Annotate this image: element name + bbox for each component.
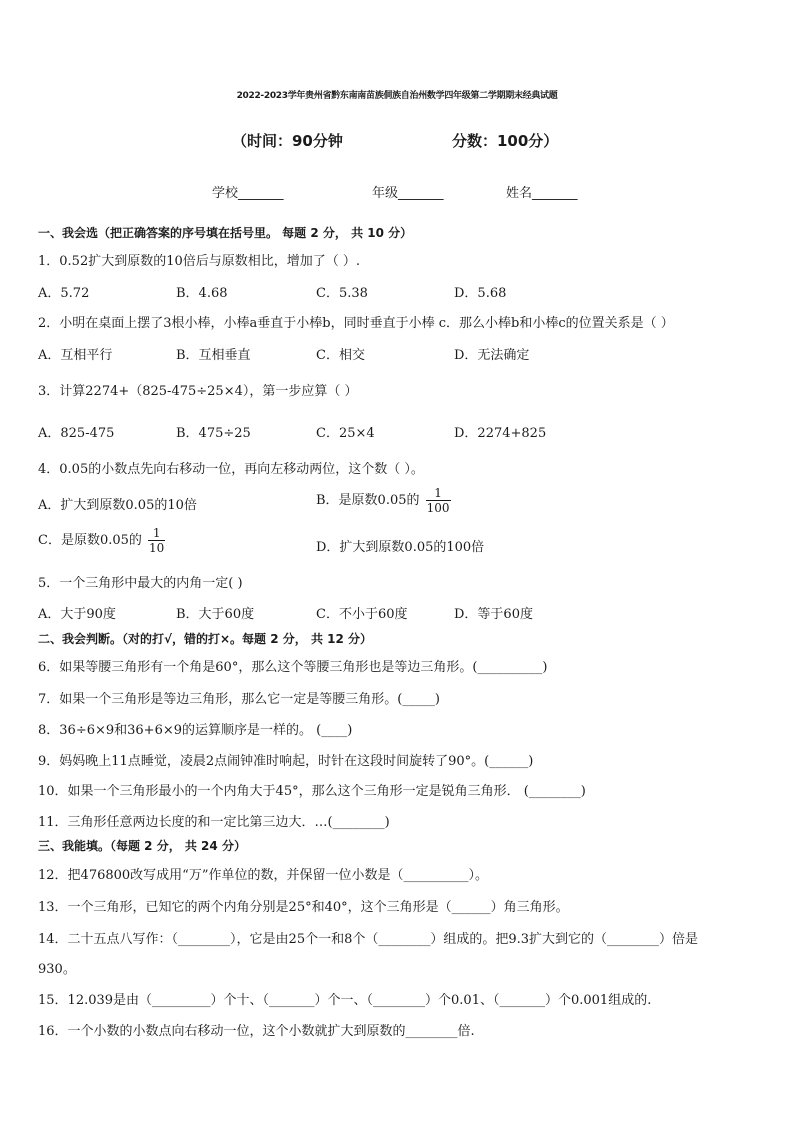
question-12: 12．把476800改写成用“万”作单位的数，并保留一位小数是（__________）。 [38, 868, 488, 883]
q3-option-d: D．2274+825 [454, 426, 547, 441]
fraction-numerator: 1 [148, 526, 165, 541]
question-10: 10．如果一个三角形最小的一个内角大于45°，那么这个三角形一定是锐角三角形． (________) [38, 784, 586, 799]
q1-option-a: A．5.72 [38, 286, 90, 301]
q5-option-d: D．等于60度 [454, 607, 533, 622]
question-15: 15．12.039是由（_________）个十、（_______）个一、（________）个0.01、（_______）个0.001组成的. [38, 993, 652, 1008]
q4-option-d: D．扩大到原数0.05的100倍 [316, 540, 485, 555]
exam-time: （时间：90分钟 [232, 132, 343, 150]
fraction-numerator: 1 [426, 486, 451, 501]
q4-option-a: A．扩大到原数0.05的10倍 [38, 498, 197, 513]
q4-option-b [316, 486, 451, 515]
grade-field: 年级_______ [372, 186, 444, 201]
q5-option-c: C．不小于60度 [316, 607, 408, 622]
q5-option-a: A．大于90度 [38, 607, 116, 622]
q3-option-b: B．475÷25 [176, 426, 251, 441]
question-11: 11．三角形任意两边长度的和一定比第三边大．…(________) [38, 815, 390, 830]
exam-score: 分数：100分） [452, 132, 559, 150]
page-title: 2022-2023学年贵州省黔东南南苗族侗族自治州数学四年级第二学期期末经典试题 [236, 91, 558, 101]
section-3-heading: 三、我能填。（每题 2 分， 共 24 分） [38, 839, 246, 853]
question-14: 14．二十五点八写作：（________），它是由25个一和8个（________）组成的。把9.3扩大到它的（________）倍是 [38, 932, 699, 947]
question-9: 9．妈妈晚上11点睡觉，凌晨2点闹钟准时响起，时针在这段时间旋转了90°。(______) [38, 754, 534, 769]
fraction-one-hundredth [426, 486, 451, 515]
q2-option-b: B．互相垂直 [176, 348, 251, 363]
q5-option-b: B．大于60度 [176, 607, 255, 622]
name-field: 姓名_______ [506, 186, 578, 201]
q3-option-c: C．25×4 [316, 426, 375, 441]
question-6: 6．如果等腰三角形有一个角是60°，那么这个等腰三角形也是等边三角形。(__________) [38, 660, 548, 675]
q4-option-b-text: B．是原数0.05的 [316, 493, 420, 508]
q3-option-a: A．825-475 [38, 426, 115, 441]
school-field: 学校_______ [212, 186, 284, 201]
question-2: 2．小明在桌面上摆了3根小棒，小棒a垂直于小棒b，同时垂直于小棒 c．那么小棒b和小棒c的位置关系是（ ） [38, 316, 674, 331]
question-8: 8．36÷6×9和36+6×9的运算顺序是一样的。 (____) [38, 723, 353, 738]
q2-option-c: C．相交 [316, 348, 365, 363]
question-13: 13．一个三角形，已知它的两个内角分别是25°和40°，这个三角形是（______）角三角形。 [38, 900, 569, 915]
q2-option-d: D．无法确定 [454, 348, 530, 363]
q4-option-c [38, 526, 165, 555]
question-7: 7．如果一个三角形是等边三角形，那么它一定是等腰三角形。(_____) [38, 692, 440, 707]
question-16: 16．一个小数的小数点向右移动一位，这个小数就扩大到原数的________倍. [38, 1024, 475, 1039]
question-5: 5．一个三角形中最大的内角一定( ) [38, 576, 243, 591]
section-1-heading: 一、我会选（把正确答案的序号填在括号里。 每题 2 分， 共 10 分） [38, 226, 413, 240]
section-2-heading: 二、我会判断。（对的打√，错的打×。每题 2 分， 共 12 分） [38, 632, 372, 646]
q1-option-c: C．5.38 [316, 286, 368, 301]
question-1: 1．0.52扩大到原数的10倍后与原数相比，增加了（ ）. [38, 254, 361, 269]
question-3: 3．计算2274+（825-475÷25×4），第一步应算（ ） [38, 384, 358, 399]
q2-option-a: A．互相平行 [38, 348, 113, 363]
fraction-denominator: 10 [149, 541, 165, 555]
q1-option-d: D．5.68 [454, 286, 507, 301]
q4-option-c-text: C．是原数0.05的 [38, 533, 142, 548]
question-4: 4．0.05的小数点先向右移动一位，再向左移动两位，这个数（ ）。 [38, 462, 424, 477]
q1-option-b: B．4.68 [176, 286, 228, 301]
question-14-continued: 930。 [38, 962, 76, 977]
fraction-one-tenth [148, 526, 165, 555]
fraction-denominator: 100 [426, 501, 450, 515]
